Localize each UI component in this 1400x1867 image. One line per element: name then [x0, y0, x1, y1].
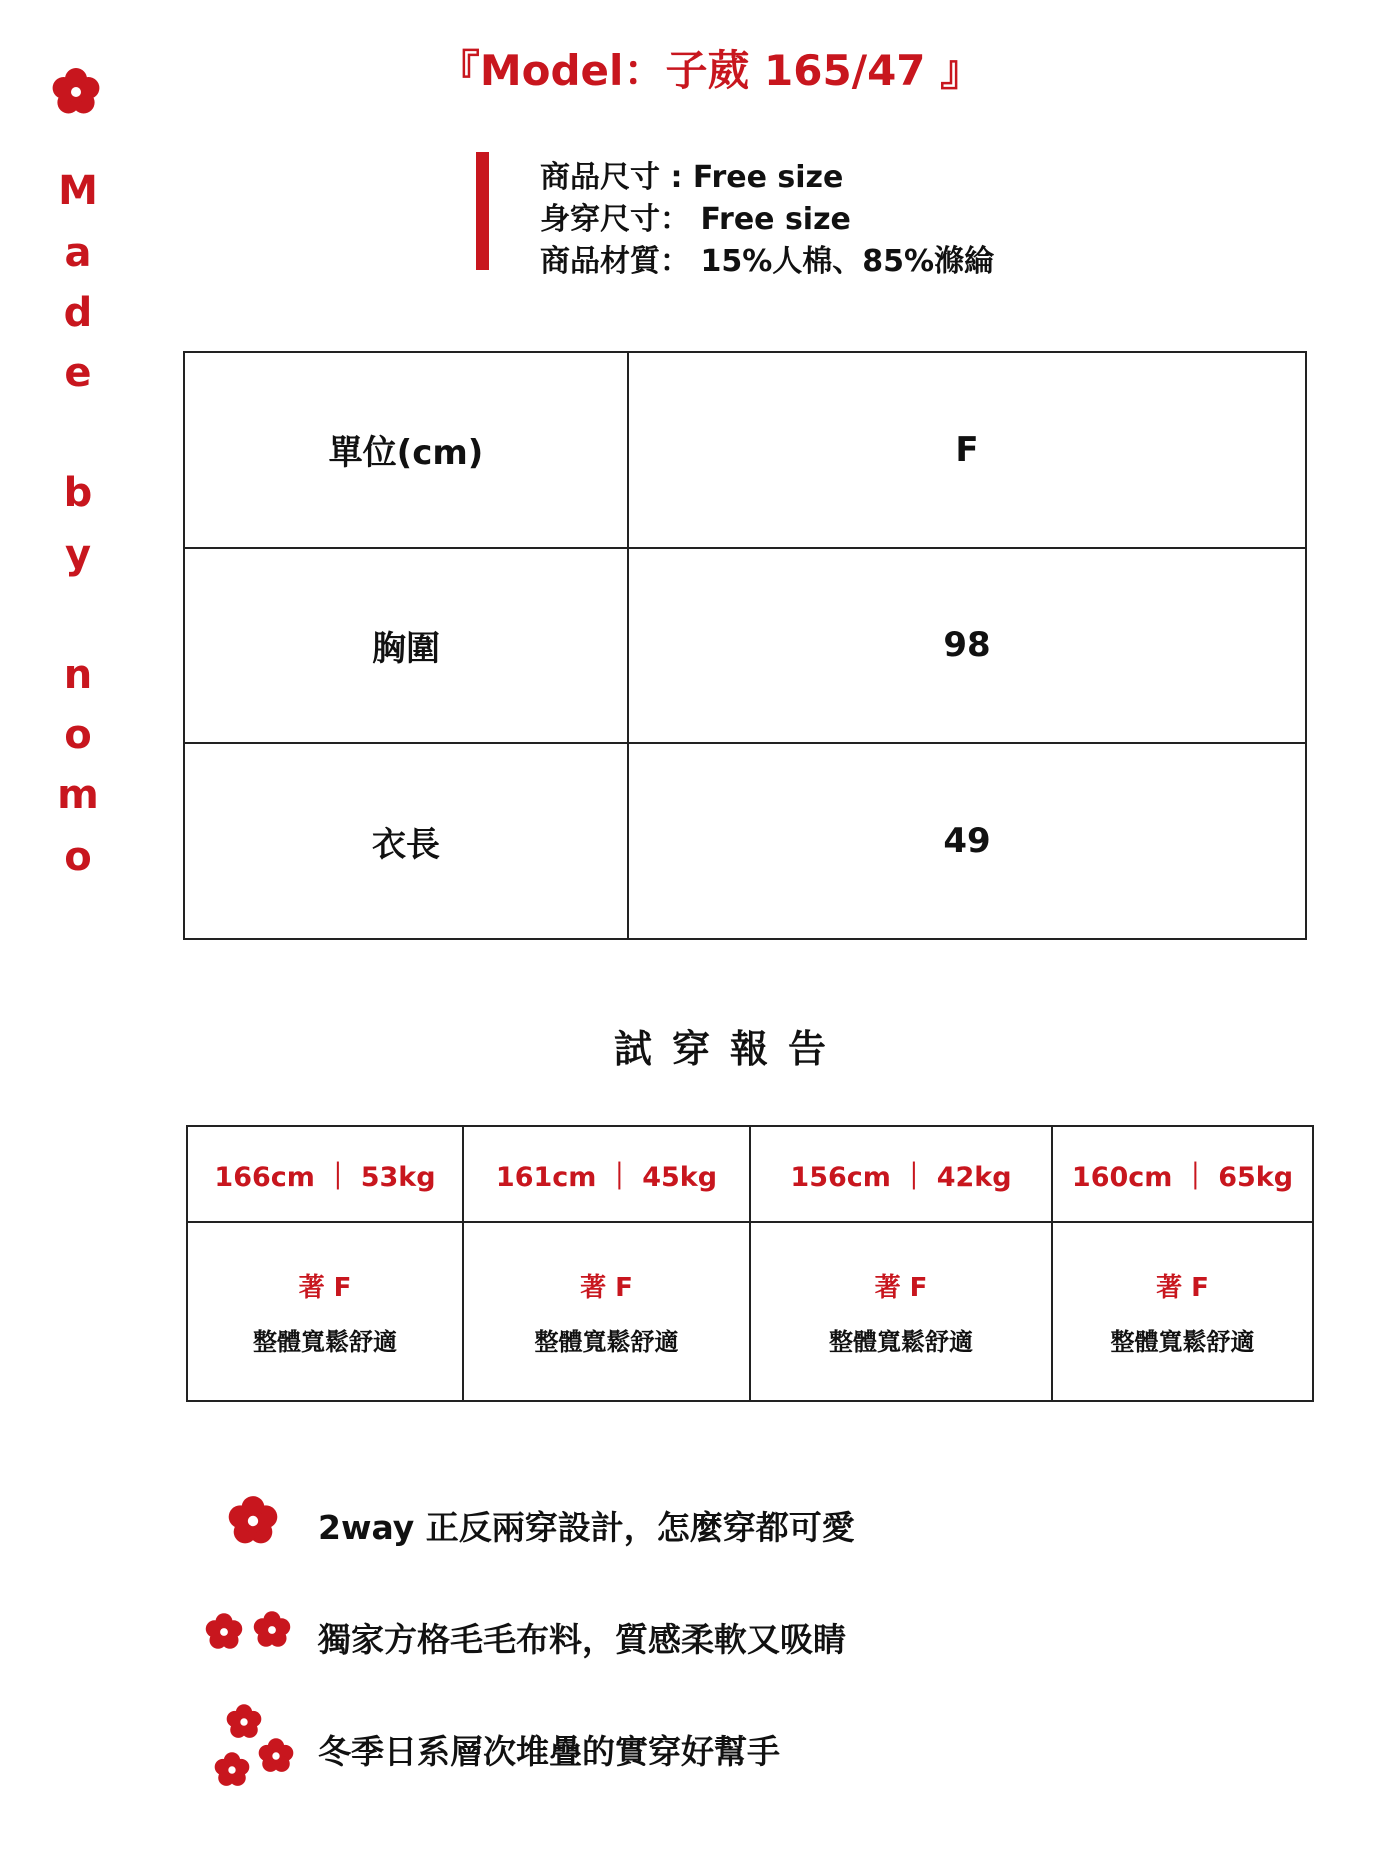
fit-stats-cell: 156cm ｜ 42kg — [750, 1126, 1052, 1222]
size-table-label-cell: 胸圍 — [184, 548, 628, 744]
fit-size-label: 著 F — [874, 1272, 928, 1303]
brand-letter: M — [58, 168, 98, 214]
feature-item: 獨家方格毛毛布料，質感柔軟又吸睛 — [318, 1620, 846, 1659]
fit-result-cell — [187, 1222, 463, 1401]
fit-comment: 整體寬鬆舒適 — [534, 1327, 679, 1356]
fit-stats-cell: 160cm ｜ 65kg — [1052, 1126, 1313, 1222]
brand-letter: m — [57, 772, 99, 818]
size-table-label-cell: 衣長 — [184, 743, 628, 939]
size-table-value-cell: 49 — [628, 743, 1306, 939]
fit-report-stats-row — [187, 1126, 1313, 1222]
fit-size-label: 著 F — [298, 1272, 352, 1303]
brand-letter: d — [63, 290, 93, 336]
feature-1-flower-icon — [226, 1494, 280, 1548]
fit-report-title: 試穿報告 — [613, 1027, 846, 1071]
product-size-line: 商品尺寸 : Free size — [540, 160, 844, 195]
feature-3-flowers-icon — [206, 1700, 302, 1796]
brand-letter: o — [64, 834, 92, 880]
fit-comment: 整體寬鬆舒適 — [1110, 1327, 1255, 1356]
size-table-size-cell: F — [628, 352, 1306, 548]
fit-report-table — [186, 1125, 1314, 1402]
fit-stats-cell: 166cm ｜ 53kg — [187, 1126, 463, 1222]
fit-result-cell — [750, 1222, 1052, 1401]
fit-size-label: 著 F — [1156, 1272, 1209, 1303]
fit-result-cell — [1052, 1222, 1313, 1401]
model-title: 『Model：子葳 165/47 』 — [437, 46, 983, 95]
feature-item: 2way 正反兩穿設計，怎麼穿都可愛 — [318, 1508, 855, 1547]
fit-comment: 整體寬鬆舒適 — [829, 1327, 973, 1356]
brand-letter: b — [63, 470, 93, 516]
brand-letter: e — [64, 350, 92, 396]
brand-letter: y — [64, 532, 92, 578]
size-table-unit-cell: 單位(cm) — [184, 352, 628, 548]
fit-size-label: 著 F — [580, 1272, 633, 1303]
brand-letter: n — [63, 652, 93, 698]
material-line: 商品材質： 15%人棉、85%滌綸 — [540, 244, 995, 279]
brand-letter: a — [64, 230, 92, 276]
fit-report-result-row — [187, 1222, 1313, 1401]
feature-2-flowers-icon — [200, 1608, 296, 1656]
size-table — [183, 351, 1307, 940]
size-table-header-row — [184, 352, 1306, 548]
size-table-row — [184, 743, 1306, 939]
wear-size-line: 身穿尺寸： Free size — [540, 202, 851, 237]
fit-result-cell — [463, 1222, 750, 1401]
info-accent-bar — [476, 152, 489, 270]
fit-comment: 整體寬鬆舒適 — [253, 1327, 397, 1356]
brand-flower-icon — [50, 66, 102, 118]
brand-letter: o — [64, 712, 92, 758]
size-table-row — [184, 548, 1306, 744]
feature-item: 冬季日系層次堆疊的實穿好幫手 — [318, 1732, 780, 1771]
fit-stats-cell: 161cm ｜ 45kg — [463, 1126, 750, 1222]
size-table-value-cell: 98 — [628, 548, 1306, 744]
